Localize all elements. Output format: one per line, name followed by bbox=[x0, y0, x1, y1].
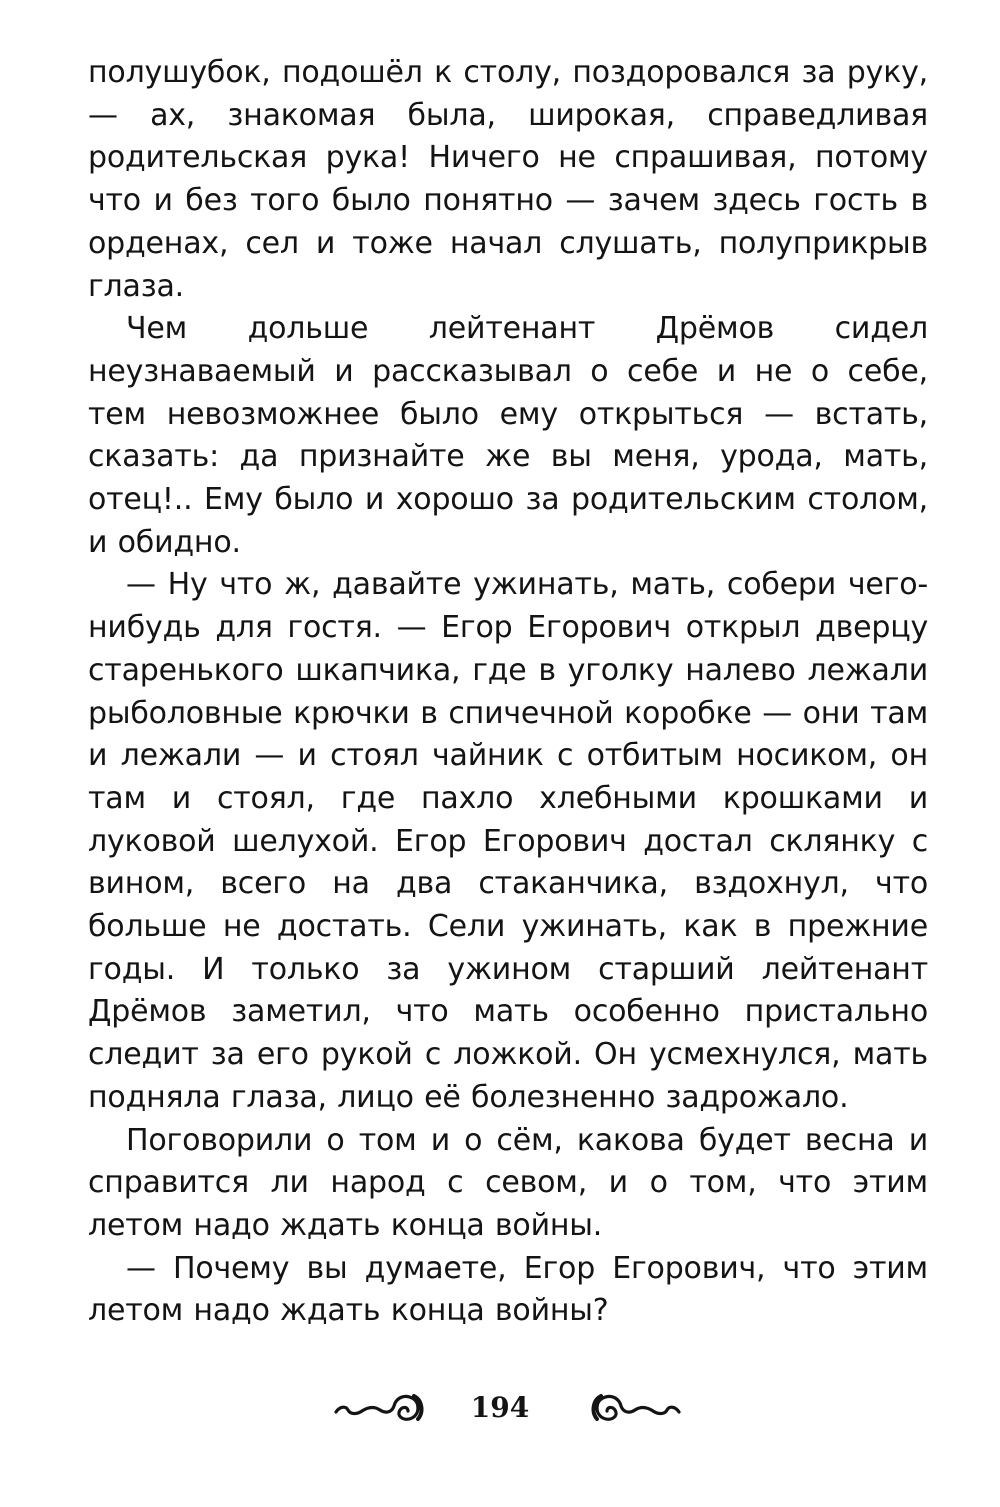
paragraph-3: — Ну что ж, давайте ужинать, мать, собери чего-нибудь для гостя. — Егор Егорович открыл дверцу старенького шкапчика, где в уголку налево лежали рыболовные крючки в спичечной коробке — они там и лежали — и стоял чайник с отбитым носиком, он там и стоял, где пахло хлебными крошками и луковой шелухой. Егор Егорович достал склянку с вином, всего на два стаканчика, вздохнул, что больше не достать. Сели ужинать, как в прежние годы. И только за ужином старший лейтенант Дрёмов заметил, что мать особенно пристально следит за его рукой с ложкой. Он усмехнулся, мать подняла глаза, лицо её болезненно задрожало. bbox=[88, 567, 928, 1115]
paragraph-4: Поговорили о том и о сём, какова будет весна и справится ли народ с севом, и о том, что этим летом надо ждать конца войны. bbox=[88, 1122, 928, 1243]
paragraph-2: Чем дольше лейтенант Дрёмов сидел неузнаваемый и рассказывал о себе и не о себе, тем невозможнее было ему открыться — встать, сказать: да признайте же вы меня, урода, мать, отец!.. Ему было и хорошо за родительским столом, и обидно. bbox=[88, 311, 928, 560]
right-ornament-icon bbox=[585, 1386, 685, 1426]
left-ornament-icon bbox=[330, 1386, 430, 1426]
page-number: 194 bbox=[470, 1391, 530, 1424]
paragraph-1: полушубок, подошёл к столу, поздоровался за руку, — ах, знакомая была, широкая, справедливая родительская рука! Ничего не спрашивая, потому что и без того было понятно — зачем здесь гость в орденах, сел и тоже начал слушать, полуприкрыв глаза. bbox=[88, 55, 928, 304]
text-body bbox=[88, 52, 928, 1333]
page-footer bbox=[0, 1380, 1000, 1440]
paragraph-5: — Почему вы думаете, Егор Егорович, что этим летом надо ждать конца войны? bbox=[88, 1250, 928, 1329]
